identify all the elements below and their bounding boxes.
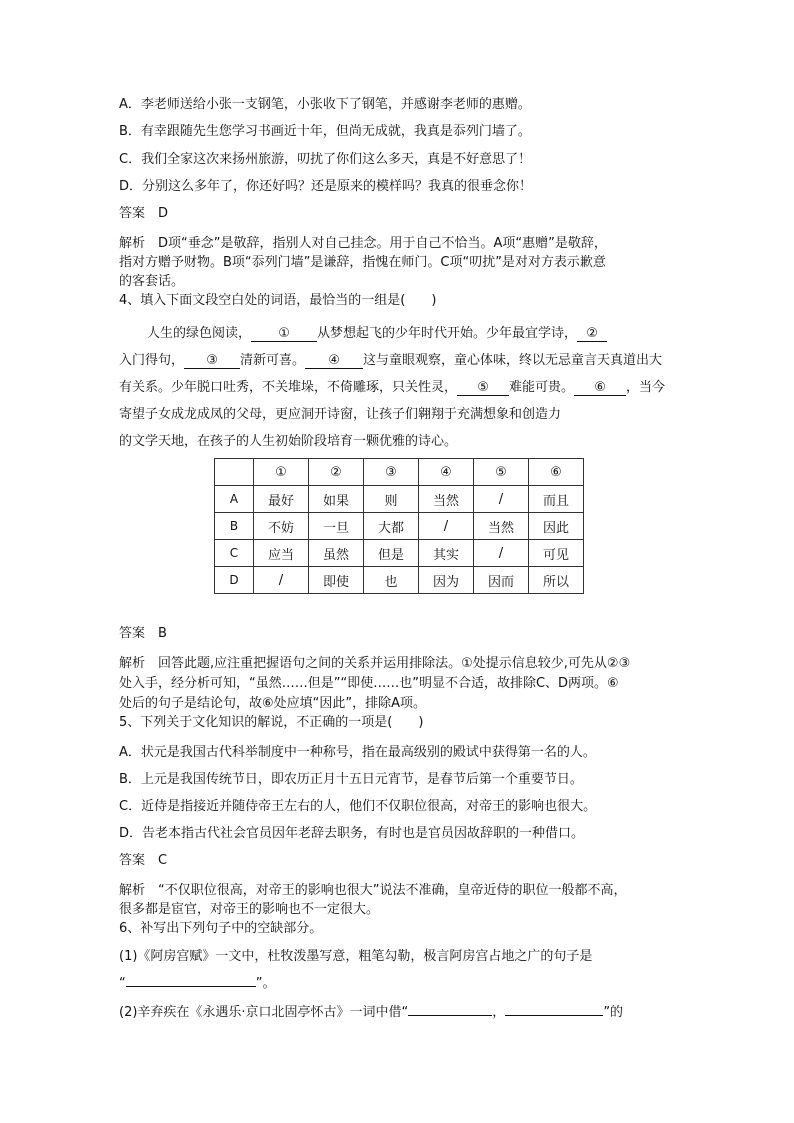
- q5-analysis-line: 很多都是宦官，对帝王的影响也不一定很大。: [119, 902, 380, 917]
- fill-blank[interactable]: [505, 1015, 603, 1016]
- table-cell: /: [254, 567, 309, 594]
- table-cell: 其实: [419, 540, 474, 567]
- table-row: [215, 567, 584, 594]
- q3-option-a: A．李老师送给小张一支钢笔，小张收下了钢笔，并感谢李老师的惠赠。: [119, 97, 531, 112]
- q6-stem: 6、补写出下列句子中的空缺部分。: [119, 921, 323, 936]
- table-cell: ③: [364, 459, 419, 486]
- table-cell: ①: [254, 459, 309, 486]
- q4-passage-line: 寄望子女成龙成凤的父母，更应洞开诗窗，让孩子们翱翔于充满想象和创造力: [119, 407, 562, 422]
- q3-answer: 答案 D: [119, 206, 169, 221]
- table-cell: A: [215, 486, 254, 513]
- table-cell: 因此: [529, 513, 584, 540]
- q5-option-a: A．状元是我国古代科举制度中一种称号，指在最高级别的殿试中获得第一名的人。: [119, 745, 596, 760]
- table-cell: /: [474, 486, 529, 513]
- table-cell: 最好: [254, 486, 309, 513]
- q3-option-d: D．分别这么多年了，你还好吗？还是原来的模样吗？我真的很垂念你！: [119, 179, 533, 194]
- q5-option-b: B．上元是我国传统节日，即农历正月十五日元宵节，是春节后第一个重要节日。: [119, 772, 583, 787]
- table-cell: 不妨: [254, 513, 309, 540]
- table-cell: 当然: [474, 513, 529, 540]
- q6-item-2: (2)辛弃疾在《永遇乐·京口北固亭怀古》一词中借“ ， ”的: [119, 1005, 624, 1020]
- table-cell: 也: [364, 567, 419, 594]
- table-cell: 应当: [254, 540, 309, 567]
- q4-passage-line: 入门得句， ③ 清新可喜。 ④ 这与童眼观察，童心体味，终以无忌童言天真道出大: [119, 353, 663, 368]
- q4-passage-line: 的文学天地，在孩子的人生初始阶段培育一颗优雅的诗心。: [119, 434, 458, 449]
- table-cell: 当然: [419, 486, 474, 513]
- table-cell: 则: [364, 486, 419, 513]
- q3-analysis-line: 解析 D项“垂念”是敬辞，指别人对自己挂念。用于自己不恰当。A项“惠赠”是敬辞，: [119, 236, 607, 251]
- table-row: [215, 513, 584, 540]
- q4-analysis-line: 解析 回答此题,应注重把握语句之间的关系并运用排除法。①处提示信息较少,可先从②③: [119, 656, 631, 671]
- table-cell: C: [215, 540, 254, 567]
- q3-analysis-line: 指对方赠予财物。B项“忝列门墙”是谦辞，指愧在师门。C项“叨扰”是对对方表示歉意: [119, 255, 606, 270]
- fill-blank[interactable]: [408, 1015, 492, 1016]
- blank-4: ④: [305, 353, 363, 369]
- q4-answer: 答案 B: [119, 626, 167, 641]
- table-cell: 可见: [529, 540, 584, 567]
- table-cell: 即使: [309, 567, 364, 594]
- q4-analysis-line: 处入手，经分析可知，“虽然……但是”“即使……也”明显不合适，故排除C、D两项。⑥: [119, 676, 619, 691]
- q5-option-c: C．近侍是指接近并随侍帝王左右的人，他们不仅职位很高，对帝王的影响也很大。: [119, 799, 597, 814]
- table-cell: [215, 459, 254, 486]
- q4-options-table: [214, 458, 584, 594]
- table-row: [215, 486, 584, 513]
- table-cell: 因而: [474, 567, 529, 594]
- table-cell: 而且: [529, 486, 584, 513]
- q4-passage-line: 人生的绿色阅读， ① 从梦想起飞的少年时代开始。少年最宜学诗， ②: [147, 326, 607, 342]
- q5-stem: 5、下列关于文化知识的解说，不正确的一项是( ): [119, 715, 424, 730]
- q4-stem: 4、填入下面文段空白处的词语，最恰当的一组是( ): [119, 293, 437, 308]
- table-header-row: [215, 459, 584, 486]
- blank-3: ③: [184, 353, 240, 369]
- table-cell: ④: [419, 459, 474, 486]
- table-cell: 大都: [364, 513, 419, 540]
- table-cell: 一旦: [309, 513, 364, 540]
- table-cell: 但是: [364, 540, 419, 567]
- blank-5: ⑤: [457, 380, 509, 396]
- table-cell: 所以: [529, 567, 584, 594]
- table-cell: ②: [309, 459, 364, 486]
- q5-option-d: D．告老本指古代社会官员因年老辞去职务，有时也是官员因故辞职的一种借口。: [119, 826, 585, 841]
- q3-option-b: B．有幸跟随先生您学习书画近十年，但尚无成就，我真是忝列门墙了。: [119, 124, 531, 139]
- q6-item-1-answer-line: “ ”。: [119, 976, 276, 991]
- blank-2: ②: [577, 326, 607, 342]
- table-cell: /: [474, 540, 529, 567]
- blank-1: ①: [251, 326, 317, 342]
- q4-passage-line: 有关系。少年脱口吐秀，不关堆垛，不倚雕琢，只关性灵， ⑤ 难能可贵。 ⑥ ，当今: [119, 380, 666, 395]
- table-cell: D: [215, 567, 254, 594]
- table-cell: ⑤: [474, 459, 529, 486]
- table-cell: 因为: [419, 567, 474, 594]
- blank-6: ⑥: [574, 380, 626, 396]
- table-cell: ⑥: [529, 459, 584, 486]
- table-cell: B: [215, 513, 254, 540]
- q4-analysis-line: 处后的句子是结论句，故⑥处应填“因此”，排除A项。: [119, 696, 427, 711]
- table-cell: 如果: [309, 486, 364, 513]
- q6-item-1: (1)《阿房宫赋》一文中，杜牧泼墨写意，粗笔勾勒，极言阿房宫占地之广的句子是: [119, 949, 593, 964]
- table-cell: /: [419, 513, 474, 540]
- table-cell: 虽然: [309, 540, 364, 567]
- table-row: [215, 540, 584, 567]
- fill-blank[interactable]: [126, 986, 256, 987]
- q5-analysis-line: 解析 “不仅职位很高，对帝王的影响也很大”说法不准确，皇帝近侍的职位一般都不高，: [119, 883, 627, 898]
- q3-option-c: C．我们全家这次来扬州旅游，叨扰了你们这么多天，真是不好意思了！: [119, 152, 532, 167]
- q5-answer: 答案 C: [119, 853, 168, 868]
- q3-analysis-line: 的客套话。: [119, 274, 185, 289]
